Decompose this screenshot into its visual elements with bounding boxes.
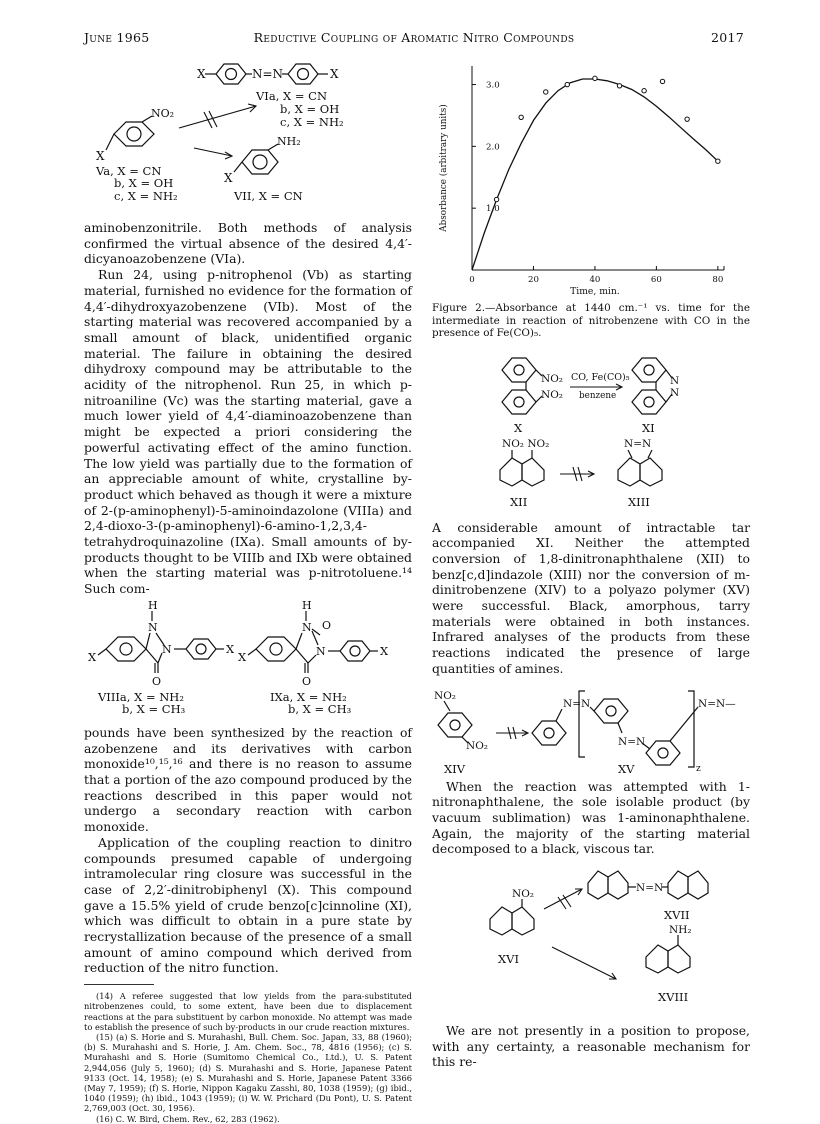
benzene-ring xyxy=(438,713,472,737)
fitted-curve xyxy=(472,79,718,270)
benzene-ring xyxy=(502,390,536,414)
scheme-nitrobenzenes-drawing xyxy=(84,56,412,206)
label-xvi: XVI xyxy=(498,952,520,967)
benzene-ring xyxy=(114,122,154,146)
label-xi: XI xyxy=(642,420,655,435)
naphthalene-ring xyxy=(490,907,512,935)
footnote-15: (15) (a) S. Horie and S. Murahashi, Bull. Chem. Soc. Japan, 33, 88 (1960); (b) S. Murahashi and S. Horie, J. Am. Chem. Soc., 78, 4816 (1956); (c) S. Murahashi and S. Horie (Sumitomo Chemical Co., Ltd.), U. S. Patent 2,944,056 (July 5, 1960); (d) S. Murahashi and S. Horie, Japanese Patent 9133 (Oct. 14, 1958); (e) S. Murahashi and S. Horie, Japanese Patent 3366 (May 7, 1959); (f) S. Horie, Nippon Kagaku Zasshi, 80, 1038 (1959); (g) ibid., 1040 (1959); (h) ibid., 1043 (1959); (i) W. W. Prichard (Du Pont), U. S. Patent 2,769,003 (Oct. 30, 1956). xyxy=(84,1031,412,1114)
ix-x-aryl: X xyxy=(380,643,389,658)
viii-n1: N xyxy=(148,620,158,634)
scheme-xiv-xv-drawing xyxy=(432,683,750,775)
label-xvii: XVII xyxy=(664,908,690,923)
benzene-ring xyxy=(594,699,628,723)
naphthalene-ring xyxy=(668,871,688,899)
scheme-x-xi-drawing xyxy=(432,350,750,436)
naphthalene-ring xyxy=(618,458,640,486)
label-xviii: XVIII xyxy=(658,990,689,1005)
naphthalene-ring xyxy=(588,871,608,899)
label-vib: b, X = OH xyxy=(280,102,340,116)
scheme-xvi-drawing xyxy=(432,867,750,1017)
ix-n1: N xyxy=(302,620,312,634)
data-point xyxy=(642,89,646,93)
scheme-indazolone-quinazoline xyxy=(84,597,412,715)
xv-subscript: z xyxy=(696,763,701,774)
page-number: 2017 xyxy=(710,30,744,45)
xi-n-a: N xyxy=(670,374,680,387)
benzene-ring xyxy=(186,639,216,659)
figure-2 xyxy=(432,56,750,300)
label-ixb: b, X = CH₃ xyxy=(288,701,352,715)
label-vic: c, X = NH₂ xyxy=(280,115,344,129)
label-va: Va, X = CN xyxy=(96,164,162,178)
paragraph: Run 24, using p-nitrophenol (Vb) as starting material, furnished no evidence for the formation of 4,4′-dihydroxyazobenzene (VIb). Most of the starting material was recovered accompanied by a small amount of black, unidentified organic material. The failure in obtaining the desired dihydroxy compound may be attributable to the acidity of the nitrophenol. Run 25, in which p-nitroaniline (Vc) was the starting material, gave a much lower yield of 4,4′-diaminoazobenzene than might be expected a priori considering the powerful activating effect of the amino function. The low yield was partially due to the formation of an appreciable amount of white, crystalline by-product which behaved as though it were a mixture of 2-(p-aminophenyl)-5-aminoindazolone (VIIIa) and 2,4-dioxo-3-(p-aminophenyl)-6-amino-1,2,3,4-tetrahydroquinazoline (IXa). Small amounts of by-products thought to be VIIIb and IXb were obtained when the starting material was p-nitrotoluene.¹⁴ Such com- xyxy=(84,267,412,597)
benzene-ring xyxy=(216,64,246,84)
xiv-nitro-top: NO₂ xyxy=(434,689,457,702)
footnote-14: (14) A referee suggested that low yields from the para-substituted nitrobenzenes could, to some extent, have been due to displacement reactions at the para substituent by carbon monoxide. No attempt was made to establish the presence of such by-products in our crude reaction mixtures. xyxy=(84,991,412,1032)
scheme-xii-xiii xyxy=(432,436,750,514)
ix-h: H xyxy=(302,598,312,612)
paragraph: When the reaction was attempted with 1-nitronaphthalene, the sole isolable product (by vacuum sublimation) was 1-aminonaphthalene. Again, the majority of the starting material decomposed to a black, viscous tar. xyxy=(432,778,750,857)
viii-x-ring: X xyxy=(88,649,97,664)
xv-azo-2: N=N xyxy=(618,735,646,748)
viii-h: H xyxy=(148,598,158,612)
benzene-ring xyxy=(288,64,318,84)
left-column xyxy=(84,56,412,1124)
scheme-xii-xiii-drawing xyxy=(432,436,750,514)
viii-x-aryl: X xyxy=(226,641,235,656)
footnote-16: (16) C. W. Bird, Chem. Rev., 62, 283 (1962). xyxy=(96,1113,280,1124)
header-title: Reductive Coupling of Aromatic Nitro Compounds xyxy=(253,30,575,45)
benzene-ring xyxy=(532,721,566,745)
data-point xyxy=(565,82,569,86)
reagent-label: CO, Fe(CO)₅ xyxy=(571,371,630,383)
label-vb: b, X = OH xyxy=(114,176,174,190)
naphthalene-ring xyxy=(500,458,522,486)
y-tick-label: 1.0 xyxy=(486,204,500,215)
footnote-rule xyxy=(84,984,154,985)
start-x: X xyxy=(96,149,105,163)
header-date: June 1965 xyxy=(84,30,150,45)
label-xv: XV xyxy=(618,761,635,775)
xv-azo-3: N=N— xyxy=(698,697,736,710)
paragraph: aminobenzonitrile. Both methods of analysis confirmed the virtual absence of the desired 4,4′-dicyanoazobenzene (VIa). xyxy=(84,220,412,267)
ix-o-top: O xyxy=(322,618,332,632)
data-points xyxy=(494,76,720,202)
xii-nitro-pair: NO₂ NO₂ xyxy=(502,437,550,450)
naphthalene-ring xyxy=(608,871,628,899)
data-point xyxy=(660,79,664,83)
azo-linkage: N=N xyxy=(252,67,284,81)
xiv-nitro-bottom: NO₂ xyxy=(466,739,489,752)
benzene-ring xyxy=(646,741,680,765)
scheme-xiv-xv xyxy=(432,683,750,775)
ix-n2: N xyxy=(316,644,326,658)
viii-n2: N xyxy=(162,642,172,656)
paragraph: We are not presently in a position to propose, with any certainty, a reasonable mechanism for this re- xyxy=(432,1023,750,1070)
absorbance-chart xyxy=(432,56,750,296)
label-x: X xyxy=(514,420,523,435)
viii-o: O xyxy=(152,674,162,688)
label-vc: c, X = NH₂ xyxy=(114,189,178,203)
y-axis-label: Absorbance (arbitrary units) xyxy=(439,104,449,232)
x-nitro-b: NO₂ xyxy=(541,388,564,401)
figure-caption: Figure 2.—Absorbance at 1440 cm.⁻¹ vs. time for the intermediate in reaction of nitrobenzene with CO in the presence of Fe(CO)₅. xyxy=(432,302,750,339)
naphthalene-ring xyxy=(688,871,708,899)
x-axis-label: Time, min. xyxy=(570,286,620,296)
paragraph: A considerable amount of intractable tar accompanied XI. Neither the attempted conversion of 1,8-dinitronaphthalene (XII) to benz[c,d]indazole (XIII) nor the conversion of m-dinitrobenzene (XIV) to a polyazo polymer (XV) were successful. Black, amorphous, tarry materials were obtained in both instances. Infrared analyses of the products from these reactions indicated the presence of large quantities of amines. xyxy=(432,519,750,676)
amine-group: NH₂ xyxy=(277,135,301,148)
data-point xyxy=(617,84,621,88)
label-xiii: XIII xyxy=(628,494,650,509)
x-tick-label: 40 xyxy=(589,275,601,285)
paragraph: pounds have been synthesized by the reaction of azobenzene and its derivatives with carbon monoxide¹⁰,¹⁵,¹⁶ and there is no reason to assume that a portion of the azo compound produced by the reactions described in this paper would not undergo a secondary reaction with carbon monoxide. xyxy=(84,724,412,835)
y-tick-label: 3.0 xyxy=(486,80,500,91)
benzene-ring xyxy=(632,358,666,382)
azo-x-right: X xyxy=(330,67,339,81)
label-xii: XII xyxy=(510,494,528,509)
xviii-amine: NH₂ xyxy=(669,924,692,937)
label-xiv: XIV xyxy=(444,761,466,775)
y-tick-label: 2.0 xyxy=(486,142,500,153)
label-vii: VII, X = CN xyxy=(234,189,303,203)
x-nitro-a: NO₂ xyxy=(541,372,564,385)
data-point xyxy=(593,76,597,80)
data-point xyxy=(494,197,498,201)
label-via: VIa, X = CN xyxy=(256,89,328,103)
data-point xyxy=(685,117,689,121)
naphthalene-ring xyxy=(512,907,534,935)
benzene-ring xyxy=(502,358,536,382)
label-viiia: VIIIa, X = NH₂ xyxy=(98,689,184,704)
xv-azo-1: N=N xyxy=(563,697,591,710)
label-viiib: b, X = CH₃ xyxy=(122,701,186,715)
naphthalene-ring xyxy=(668,945,690,973)
solvent-label: benzene xyxy=(579,390,617,401)
xiii-azo: N=N xyxy=(624,437,652,450)
xi-n-b: N xyxy=(670,386,680,399)
x-tick-label: 0 xyxy=(469,275,475,285)
label-ixa: IXa, X = NH₂ xyxy=(270,689,347,704)
benzene-ring xyxy=(256,637,296,661)
scheme-nitrobenzenes xyxy=(84,56,412,206)
data-point xyxy=(716,159,720,163)
x-tick-label: 80 xyxy=(712,275,724,285)
azo-x-left: X xyxy=(197,67,206,81)
amine-x: X xyxy=(224,171,233,185)
benzene-ring xyxy=(632,390,666,414)
x-tick-label: 60 xyxy=(650,275,662,285)
x-tick-label: 20 xyxy=(527,275,539,285)
ix-x-ring: X xyxy=(238,649,247,664)
ix-o-bottom: O xyxy=(302,674,312,688)
paragraph: Application of the coupling reaction to dinitro compounds presumed capable of undergoing intramolecular ring closure was successful in the case of 2,2′-dinitrobiphenyl (X). This compound gave a 15.5% yield of crude benzo[c]cinnoline (XI), which was difficult to obtain in a pure state by recrystallization because of the presence of a small amount of amino compound which derived from reduction of the nitro function. xyxy=(84,834,412,976)
chart-ticks xyxy=(469,81,723,285)
scheme-viii-ix-drawing xyxy=(84,597,412,715)
benzene-ring xyxy=(340,641,370,661)
running-header xyxy=(84,30,744,48)
data-point xyxy=(544,90,548,94)
benzene-ring xyxy=(106,637,146,661)
data-point xyxy=(519,115,523,119)
scheme-x-xi xyxy=(432,350,750,436)
start-nitro-group: NO₂ xyxy=(151,107,175,120)
naphthalene-ring xyxy=(640,458,662,486)
scheme-xvi xyxy=(432,867,750,1017)
right-column xyxy=(432,56,750,1070)
naphthalene-ring xyxy=(522,458,544,486)
xvi-nitro: NO₂ xyxy=(512,888,535,901)
naphthalene-ring xyxy=(646,945,668,973)
xvii-azo: N=N xyxy=(636,882,664,895)
benzene-ring xyxy=(242,150,278,174)
